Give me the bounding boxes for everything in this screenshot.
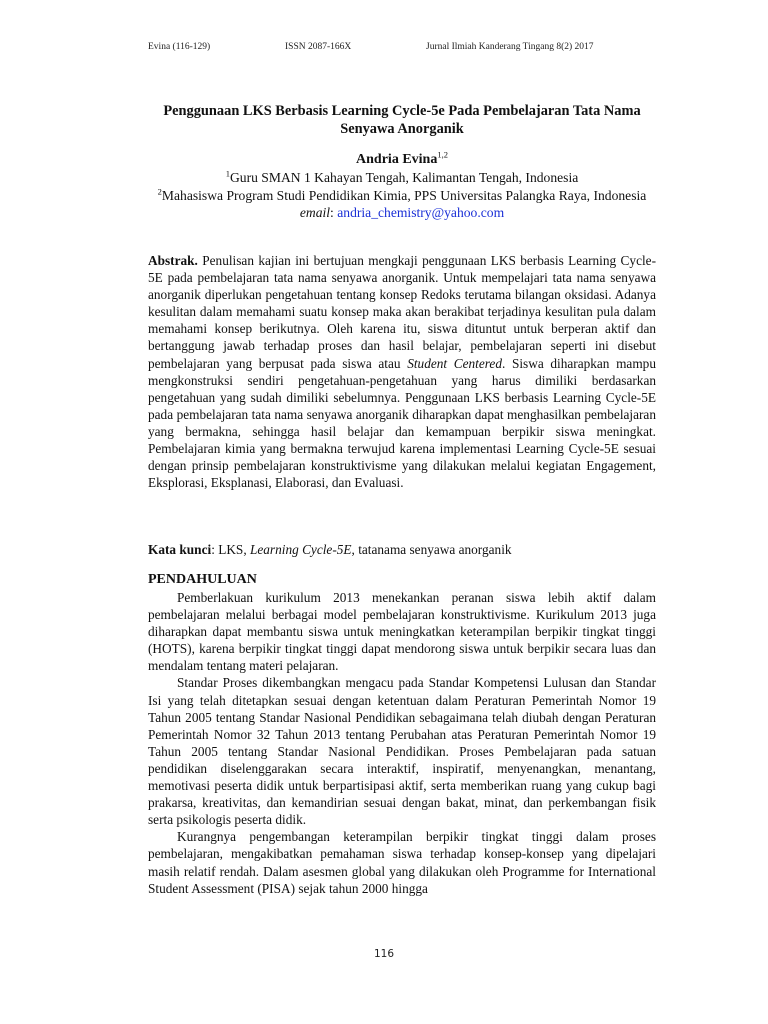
affiliation-1-marker: 1 <box>225 168 230 179</box>
abstract-text-2: . Siswa diharapkan mampu mengkonstruksi sendiri pengetahuan-pengetahuan yang harus dimiliki berdasarkan pengetahuan yang sudah dimiliki sebelumnya. Penggunaan LKS berbasis Learning Cycle-5E pada pembelajaran tata nama senyawa anorganik diharapkan dapat menghasilkan pembelajaran yang bermakna, sehingga hasil belajar dan kemampuan berpikir siswa meningkat. Pembelajaran kimia yang bermakna terwujud karena implementasi Learning Cycle-5E sesuai dengan prinsip pembelajaran konstruktivisme yang dilakukan melalui kegiatan Engagement, Eksplorasi, Eksplanasi, Elaborasi, dan Evaluasi. <box>148 355 656 491</box>
keywords-text-2: , tatanama senyawa anorganik <box>351 542 512 557</box>
email-label: email <box>299 205 331 221</box>
section-heading: PENDAHULUAN <box>148 572 257 587</box>
paragraph: Pemberlakuan kurikulum 2013 menekankan peranan siswa lebih aktif dalam pembelajaran melalui berbagai model pembelajaran konstruktivisme. Kurikulum 2013 juga diharapkan dapat membantu siswa untuk meningkatkan keterampilan berpikir tingkat tinggi (HOTS), karena berpikir tingkat tinggi dapat mendorong siswa untuk berpikir secara luas dan mendalam tentang materi pelajaran. <box>148 590 656 674</box>
running-head-author-pages: Evina (116-129) <box>148 42 211 52</box>
affiliation-2-text: Mahasiswa Program Studi Pendidikan Kimia, PPS Universitas Palangka Raya, Indonesia <box>161 187 647 203</box>
article-title: Penggunaan LKS Berbasis Learning Cycle-5e Pada Pembelajaran Tata Nama Senyawa Anorganik <box>163 103 641 137</box>
abstract-label: Abstrak. <box>148 253 198 268</box>
affiliation-2 <box>148 187 656 205</box>
author-superscript: 1,2 <box>437 149 448 160</box>
abstract-text-1: Penulisan kajian ini bertujuan mengkaji penggunaan LKS berbasis Learning Cycle-5E pada pembelajaran tata nama senyawa anorganik. Untuk mempelajari tata nama senyawa anorganik diperlukan pengetahuan tentang konsep Redoks terutama bilangan oksidasi. Adanya kesulitan dalam memahami suatu konsep maka akan berakibat terjadinya kesulitan pula dalam memahami konsep berikutnya. Oleh karena itu, siswa dituntut untuk berperan aktif dan bertanggung jawab terhadap proses dan hasil belajar, pembelajaran seperti ini disebut pembelajaran yang berpusat pada siswa atau <box>148 253 656 371</box>
introduction-body <box>148 589 656 897</box>
email-line <box>148 204 656 222</box>
keywords <box>148 541 656 558</box>
page-number: 116 <box>373 948 395 960</box>
abstract <box>148 252 656 491</box>
email-separator: : <box>330 205 338 221</box>
author-block <box>148 150 656 222</box>
keywords-text-1: : LKS, <box>211 542 250 557</box>
abstract-italic: Student Centered <box>407 355 502 371</box>
keywords-italic: Learning Cycle-5E <box>249 542 352 557</box>
affiliation-1-text: Guru SMAN 1 Kahayan Tengah, Kalimantan Tengah, Indonesia <box>229 169 579 185</box>
author-line <box>148 150 656 169</box>
author-name: Andria Evina <box>356 152 438 167</box>
running-head-journal: Jurnal Ilmiah Kanderang Tingang 8(2) 2017 <box>426 42 594 52</box>
keywords-label: Kata kunci <box>148 542 212 557</box>
running-head-issn: ISSN 2087-166X <box>285 42 352 52</box>
affiliation-2-marker: 2 <box>157 186 162 197</box>
paragraph: Kurangnya pengembangan keterampilan berpikir tingkat tinggi dalam proses pembelajaran, mengakibatkan pemahaman siswa terhadap konsep-konsep yang dipelajari masih relatif rendah. Dalam asesmen global yang dilakukan oleh Programme for International Student Assessment (PISA) sejak tahun 2000 hingga <box>148 829 656 896</box>
email-link[interactable]: andria_chemistry@yahoo.com <box>337 205 505 221</box>
running-head <box>0 42 768 56</box>
paragraph: Standar Proses dikembangkan mengacu pada Standar Kompetensi Lulusan dan Standar Isi yang telah ditetapkan sesuai dengan ketentuan dalam Peraturan Pemerintah Nomor 19 Tahun 2005 tentang Standar Nasional Pendidikan sebagaimana telah diubah dengan Peraturan Pemerintah Nomor 32 Tahun 2013 tentang Perubahan atas Peraturan Pemerintah Nomor 19 Tahun 2005 tentang Standar Nasional Pendidikan. Proses Pembelajaran pada satuan pendidikan diselenggarakan secara interaktif, inspiratif, menyenangkan, menantang, memotivasi peserta didik untuk berpartisipasi aktif, serta memberikan ruang yang cukup bagi prakarsa, kreativitas, dan kemandirian sesuai dengan bakat, minat, dan perkembangan fisik serta psikologis peserta didik. <box>148 675 656 828</box>
affiliation-1 <box>148 169 656 187</box>
